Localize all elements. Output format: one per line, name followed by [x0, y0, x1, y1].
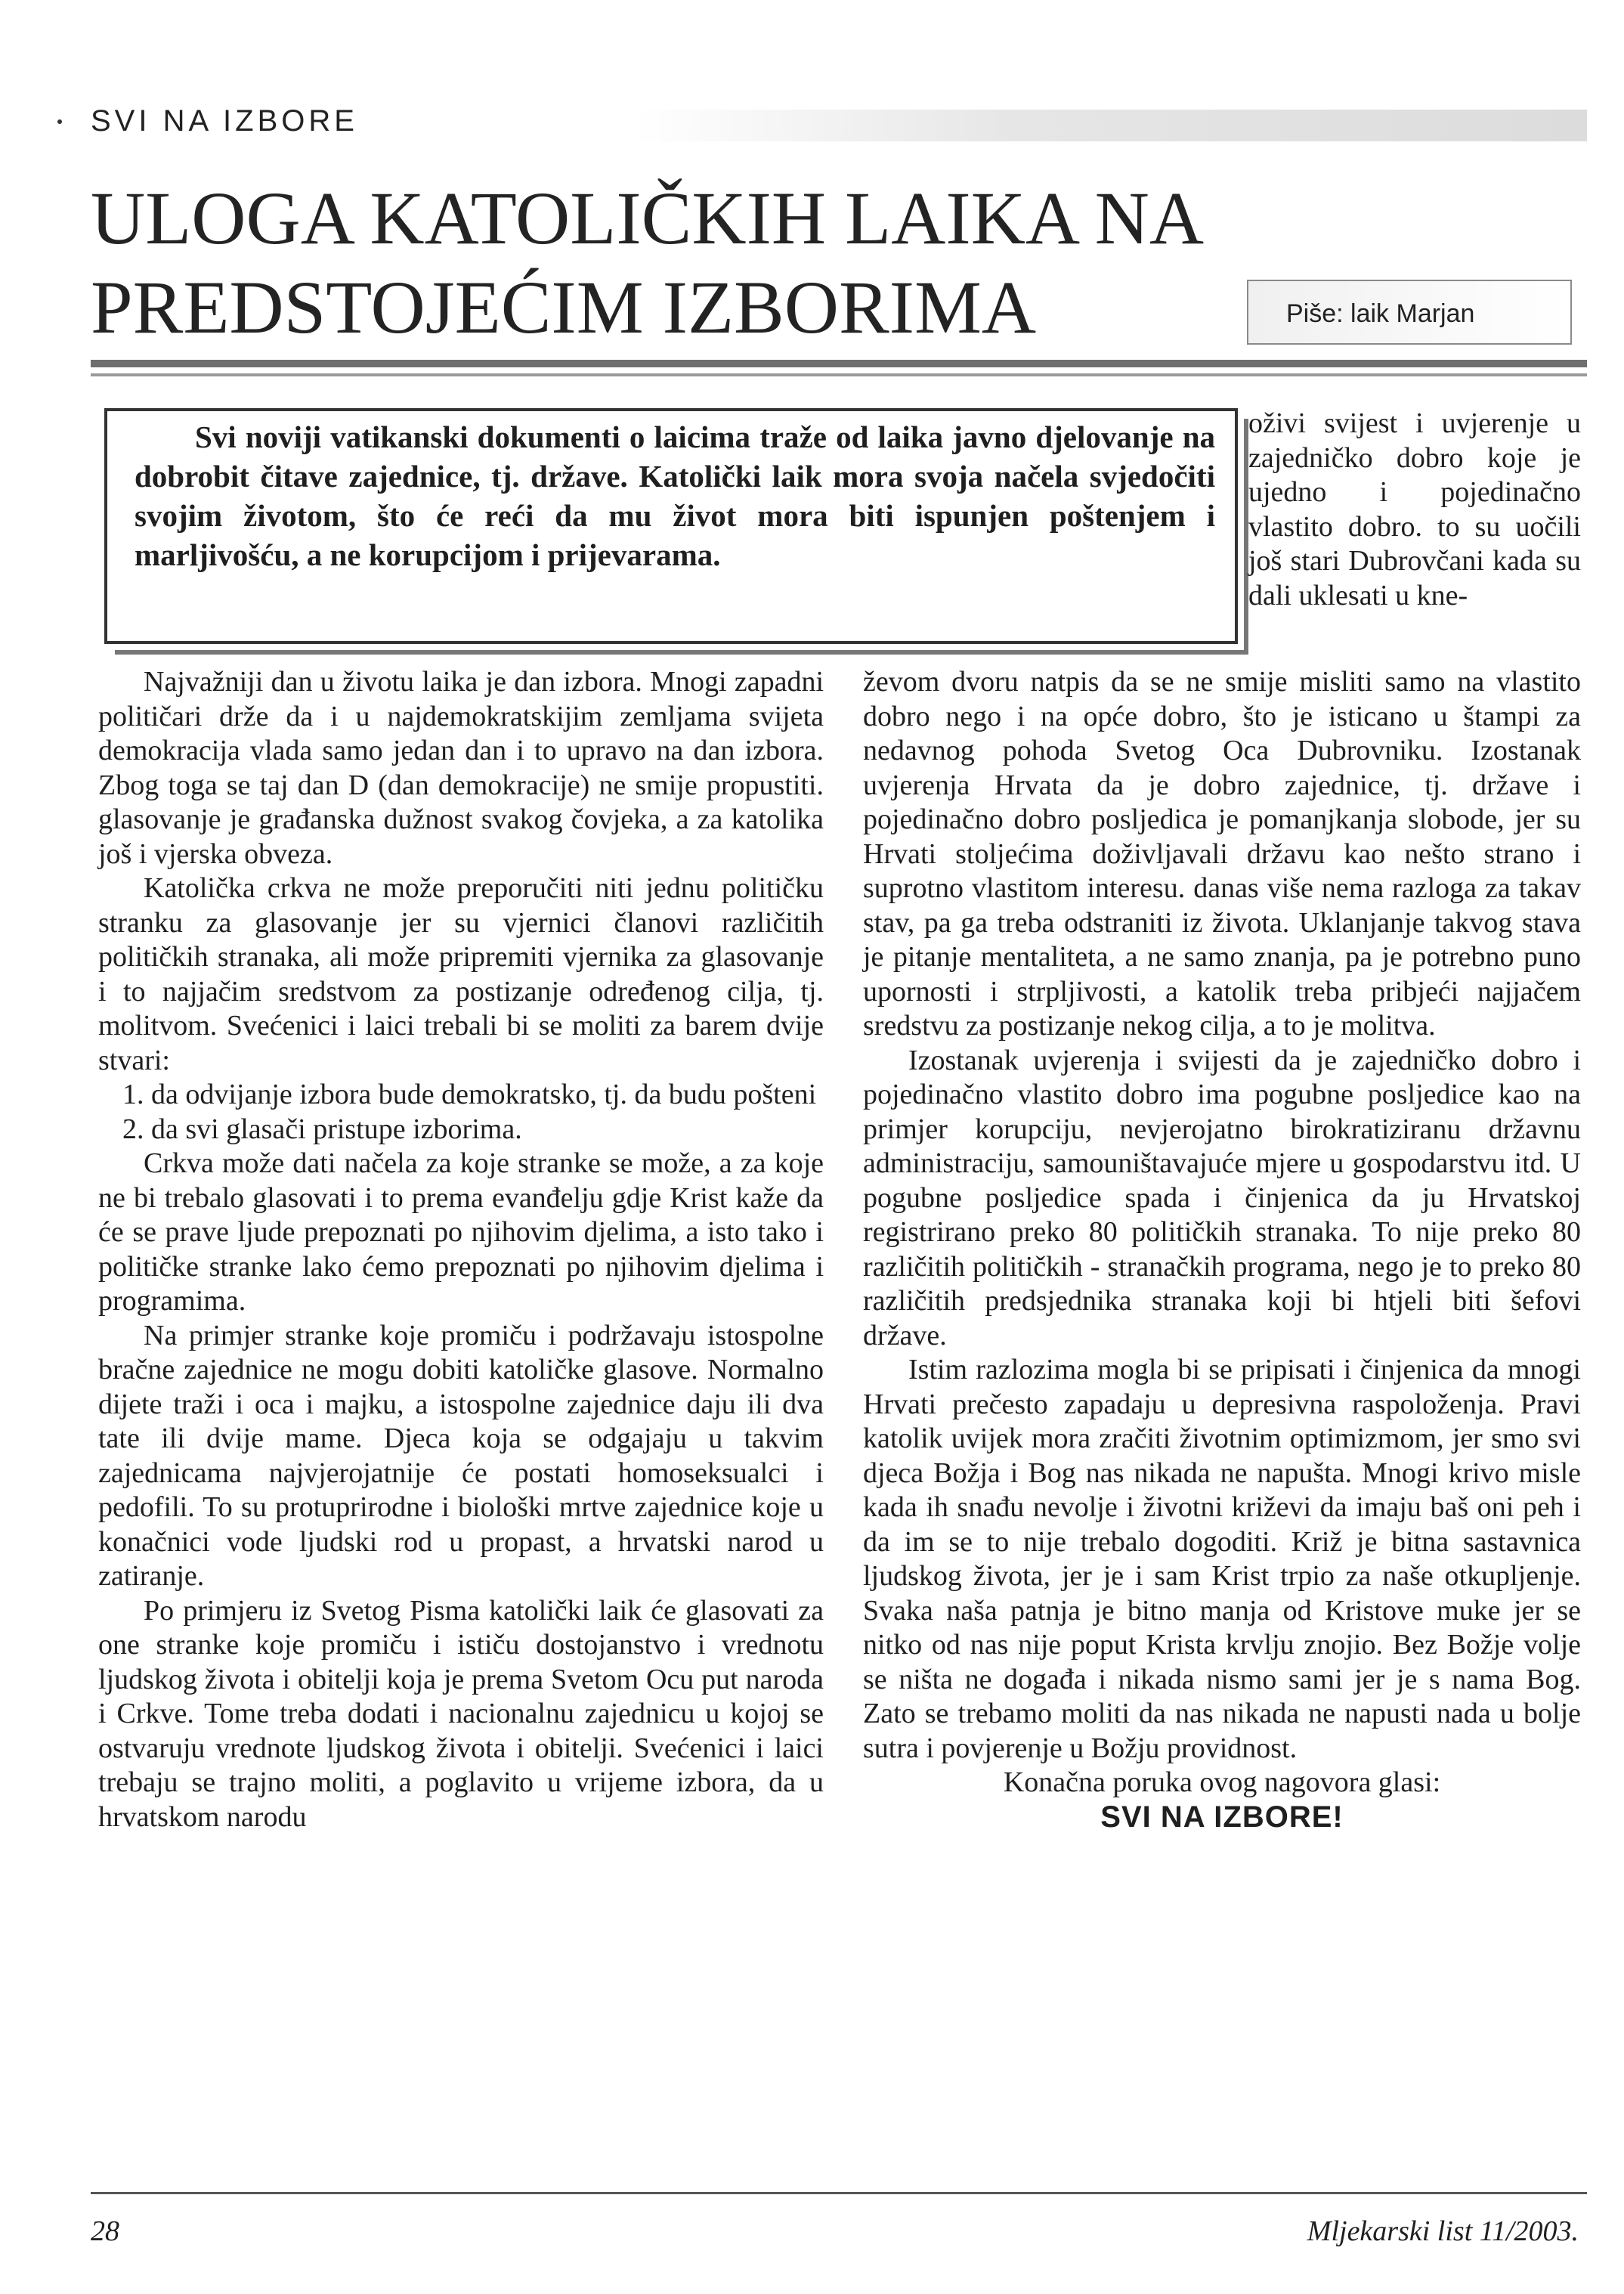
footer-rule — [91, 2192, 1587, 2194]
prayer-list — [98, 1078, 824, 1147]
paragraph: ževom dvoru natpis da se ne smije misliti samo na vlastito dobro nego i na opće dobro, što je isticano u štampi za nedavnog pohoda Svetog Oca Dubrovniku. Izostanak uvjerenja Hrvata da je dobro zajednice, tj. države i pojedinačno dobro posljedica je pomanjkanja slobode, jer su Hrvati stoljećima doživljavali državu kao nešto strano i suprotno vlastitom interesu. danas više nema razloga za takav stav, pa ga treba odstraniti iz života. Uklanjanje takvog stava je pitanje mentaliteta, a ne samo znanja, pa je potrebno puno upornosti i strpljivosti, a katolik treba pribjeći najjačem sredstvu za postizanje nekog cilja, a to je molitva. — [863, 666, 1581, 1042]
narrow-column-text: oživi svijest i uvjerenje u zajedničko dobro koje je ujedno i pojedinačno vlastito dobro. to su uočili još stari Dubrovčani kada su dali uklesati u kne- — [1248, 407, 1581, 611]
title-line-1: ULOGA KATOLIČKIH LAIKA NA — [91, 176, 1205, 260]
title-line-2: PREDSTOJEĆIM IZBORIMA — [91, 265, 1037, 349]
paragraph: Izostanak uvjerenja i svijesti da je zajedničko dobro i pojedinačno vlastito dobro ima pogubne posljedice kao na primjer korupciju, nevjerojatno birokratiziranu državnu administraciju, samouništavajuće mjere u gospodarstvu itd. U pogubne posljedice spada i činjenica da ju Hrvatskoj registrirano preko 80 političkih stranaka. To nije preko 80 različitih političkih - stranačkih programa, nego je to preko 80 različitih predsjednika stranaka koji bi htjeli biti šefovi države. — [863, 1044, 1581, 1351]
left-column — [98, 665, 824, 1834]
right-column — [863, 665, 1581, 1834]
byline: Piše: laik Marjan — [1247, 280, 1572, 345]
title-rule-thick — [91, 360, 1587, 367]
paragraph: Istim razlozima mogla bi se pripisati i činjenica da mnogi Hrvati prečesto zapadaju u depresivna raspoloženja. Pravi katolik uvijek mora zračiti životnim optimizmom, jer smo svi djeca Božja i Bog nas nikada ne napušta. Mnogi krivo misle kada ih snađu nevolje i životni križevi da imaju baš oni peh i da im se to nije trebalo dogoditi. Križ je bitna sastavnica ljudskog života, jer je i sam Krist trpio za naše otkupljenje. Svaka naša patnja je bitno manja od Kristove muke jer se nitko od nas nije poput Krista krvlju znojio. Bez Božje volje se ništa ne događa i nikada nismo sami jer je s nama Bog. Zato se trebamo moliti da nas nikada ne napusti nada u bolje sutra i povjerenje u Božju providnost. — [863, 1354, 1581, 1764]
list-item: 1. da odvijanje izbora bude demokratsko, tj. da budu pošteni — [122, 1079, 817, 1110]
slogan: SVI NA IZBORE! — [1100, 1800, 1344, 1834]
page-number: 28 — [91, 2215, 119, 2247]
section-label: SVI NA IZBORE — [91, 104, 358, 138]
paragraph: Crkva može dati načela za koje stranke se može, a za koje ne bi trebalo glasovati i to prema evanđelju gdje Krist kaže da će se prave ljude prepoznati po njihovim djelima, a isto tako i političke stranke lako ćemo prepoznati po njihovim djelima i programima. — [98, 1147, 824, 1317]
paragraph: Najvažniji dan u životu laika je dan izbora. Mnogi zapadni političari drže da i u najdemokratskijim zemljama svijeta demokracija vlada samo jedan dan i to upravo na dan izbora. Zbog toga se taj dan D (dan demokracije) ne smije propustiti. glasovanje je građanska dužnost svakog čovjeka, a za katolika još i vjerska obveza. — [98, 666, 824, 870]
header-band — [635, 110, 1587, 141]
journal-name: Mljekarski list 11/2003. — [1307, 2215, 1579, 2247]
paragraph: Po primjeru iz Svetog Pisma katolički laik će glasovati za one stranke koje promiču i ističu dostojanstvo i vrednotu ljudskog života i obitelji koja je prema Svetom Ocu put naroda i Crkve. Tome treba dodati i nacionalnu zajednicu u kojoj se ostvaruju vrednote ljudskog života i obitelji. Svećenici i laici trebaju se trajno moliti, a poglavito u vrijeme izbora, da u hrvatskom narodu — [98, 1594, 824, 1833]
paragraph: Katolička crkva ne može preporučiti niti jednu političku stranku za glasovanje jer su vjernici članovi različitih političkih stranaka, ali može pripremiti vjernika za glasovanje i to najjačim sredstvom za postizanje određenog cilja, tj. molitvom. Svećenici i laici trebali bi se moliti za barem dvije stvari: — [98, 872, 824, 1076]
conclusion: Konačna poruka ovog nagovora glasi: — [1003, 1766, 1441, 1798]
lead-paragraph — [135, 417, 1215, 574]
title-rule-thin — [91, 373, 1587, 376]
paragraph: Na primjer stranke koje promiču i podržavaju istospolne bračne zajednice ne mogu dobiti katoličke glasove. Normalno dijete traži i oca i majku, a istospolne zajednice daju ili dva tate ili dvije mame. Djeca koja se odgajaju u takvim zajednicama najvjerojatnije će postati homoseksualci i pedofili. To su protuprirodne i biološki mrtve zajednice koje u konačnici vode ljudski rod u propast, a hrvatski narod u zatiranje. — [98, 1319, 824, 1592]
bullet-dot — [57, 119, 62, 124]
list-item: 2. da svi glasači pristupe izborima. — [122, 1113, 522, 1145]
lead-text: Svi noviji vatikanski dokumenti o laicima traže od laika javno djelovanje na dobrobit čitave zajednice, tj. države. Katolički laik mora svoja načela svjedočiti svojim životom, što će reći da mu život mora biti ispunjen poštenjem i marljivošću, a ne korupcijom i prijevarama. — [135, 419, 1215, 572]
narrow-column — [1248, 407, 1581, 613]
